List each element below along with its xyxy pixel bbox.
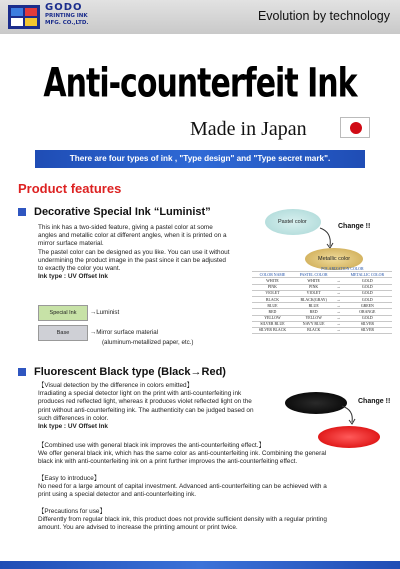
luminist-line: angles and metallic color at different angles, when it is printed on a [38, 232, 227, 240]
info-banner: There are four types of ink , "Type design" and "Type secret mark". [35, 150, 365, 168]
table-cell: YELLOW [293, 315, 335, 321]
subsection-title: 【Easy to introduce】 [38, 475, 101, 482]
combined-line: We offer general black ink, which has the same color as anti-counterfeiting ink. Combining the general [38, 450, 327, 458]
fluorescent-line: such differences in color. [38, 414, 109, 422]
table-cell: SILVER [343, 321, 392, 327]
metallic-color-label: Metallic color [318, 256, 351, 262]
table-cell: GREEN [343, 303, 392, 309]
luminist-ink-type: Ink type : UV Offset Ink [38, 273, 108, 281]
layer-special-ink: Special Ink [38, 305, 88, 321]
table-cell: VIOLET [293, 290, 335, 296]
table-cell: RED [293, 309, 335, 315]
square-bullet-icon [18, 368, 26, 376]
table-cell: GOLD [343, 296, 392, 302]
luminist-line: The pastel color can be designed as you like. You can use it without [38, 248, 230, 256]
table-cell: NAVY BLUE [293, 321, 335, 327]
company-line-2: PRINTING INK [45, 13, 88, 19]
table-header-metallic: METALLIC COLOR [343, 272, 392, 278]
subsection-title: 【Combined use with general black ink improves the anti-counterfeiting effect.】 [38, 442, 265, 449]
luminist-line: undermining the product image in the past since it can be adjusted [38, 256, 226, 264]
arrow-icon: → [334, 278, 342, 284]
table-cell: BLACK [252, 296, 293, 302]
section-fluorescent-title: Fluorescent Black type (Black→Red) [34, 366, 226, 378]
fluorescent-line: Irradiating a special detector light on the print with anti-counterfeiting ink [38, 390, 242, 398]
square-bullet-icon [18, 208, 26, 216]
black-ink-ellipse [285, 392, 347, 414]
table-cell: RED [252, 309, 293, 315]
subsection-title: 【Visual detection by the difference in colors emitted】 [38, 382, 193, 389]
page-title: Anti-counterfeit Ink [43, 60, 357, 108]
table-cell: ORANGE [343, 309, 392, 315]
luminist-description [38, 224, 253, 281]
table-cell: PINK [293, 284, 335, 290]
table-cell: YELLOW [252, 315, 293, 321]
section-fluorescent-heading [18, 366, 226, 378]
tagline: Evolution by technology [257, 9, 390, 23]
table-cell: GOLD [343, 315, 392, 321]
table-header-pastel: PASTEL COLOR [293, 272, 335, 278]
header-bar [0, 0, 400, 34]
table-cell: SILVER BLACK [252, 327, 293, 333]
table-cell: BLUE [252, 303, 293, 309]
pastel-color-label: Pastel color [278, 219, 307, 225]
arrow-icon: → [334, 315, 342, 321]
table-cell: SILVER BLUE [252, 321, 293, 327]
precaution-line: Differently from regular black ink, this product does not provide sufficient density with a regular printing [38, 516, 327, 524]
section-luminist-heading [18, 206, 211, 218]
company-line-3: MFG. CO.,LTD. [45, 20, 89, 26]
table-cell: WHITE [293, 278, 335, 284]
arrow-icon: → [334, 284, 342, 290]
arrow-icon: → [334, 327, 342, 333]
change-label: Change !! [338, 223, 371, 230]
company-name [45, 3, 89, 27]
japan-flag-icon [340, 117, 370, 138]
easy-line: print using a special detector and anti-counterfeiting ink. [38, 491, 197, 499]
layer-base: Base [38, 325, 88, 341]
table-row [252, 327, 392, 333]
arrow-icon: → [334, 321, 342, 327]
fluorescent-easy-intro [38, 475, 393, 500]
table-cell: BLUE [293, 303, 335, 309]
luminist-line: mirror surface material. [38, 240, 104, 248]
luminist-line: This ink has a two-sided feature, giving a pastel color at some [38, 224, 213, 231]
precaution-line: amount. You are advised to increase the printing amount or print twice. [38, 524, 238, 532]
table-group-header: POLARIZATION COLOR [293, 266, 392, 272]
arrow-icon: → [334, 309, 342, 315]
luminist-line: to exactly the color you want. [38, 265, 121, 273]
layer-bottom-caption-2: (aluminum-metallized paper, etc.) [102, 339, 194, 346]
fluorescent-visual-detection [38, 382, 288, 431]
polarization-color-table [252, 266, 392, 334]
arrow-icon: → [334, 296, 342, 302]
company-line-1: GODO [45, 2, 83, 13]
fluorescent-precautions [38, 508, 393, 533]
table-cell: SILVER [343, 327, 392, 333]
fluorescent-combined-use [38, 442, 393, 467]
table-cell: GOLD [343, 278, 392, 284]
table-cell: BLACK [293, 327, 335, 333]
godo-logo-icon [6, 3, 42, 31]
footer-bar [0, 561, 400, 569]
fluorescent-ink-type: Ink type : UV Offset Ink [38, 423, 108, 431]
arrow-icon [340, 404, 360, 426]
fluorescent-line: print without anti-counterfeiting ink. The authenticity can be judged based on [38, 406, 254, 414]
layer-bottom-caption: →Mirror surface material [90, 329, 159, 336]
subsection-title: 【Precautions for use】 [38, 508, 106, 515]
combined-line: black ink with anti-counterfeiting ink on a print further improves the anti-counterfeiting effect. [38, 458, 298, 466]
product-features-heading: Product features [18, 181, 122, 196]
table-cell: GOLD [343, 290, 392, 296]
table-cell: PINK [252, 284, 293, 290]
arrow-icon: → [334, 290, 342, 296]
arrow-icon: → [334, 303, 342, 309]
flag-sun [350, 122, 362, 134]
table-cell: BLACK(GRAY) [293, 296, 335, 302]
layer-top-caption: →Luminist [90, 309, 120, 316]
fluorescent-line: produces red reflected light, whereas it produces violet reflected light on the [38, 398, 252, 406]
change-label-2: Change !! [358, 398, 391, 405]
arrow-icon [318, 226, 338, 250]
made-in-label: Made in Japan [190, 118, 307, 140]
table-cell: VIOLET [252, 290, 293, 296]
table-header-color-name: COLOR NAME [252, 272, 293, 278]
table-cell: WHITE [252, 278, 293, 284]
easy-line: No need for a large amount of capital investment. Advanced anti-counterfeiting can be achieved with a [38, 483, 327, 491]
section-luminist-title: Decorative Special Ink “Luminist” [34, 206, 211, 218]
table-cell: GOLD [343, 284, 392, 290]
